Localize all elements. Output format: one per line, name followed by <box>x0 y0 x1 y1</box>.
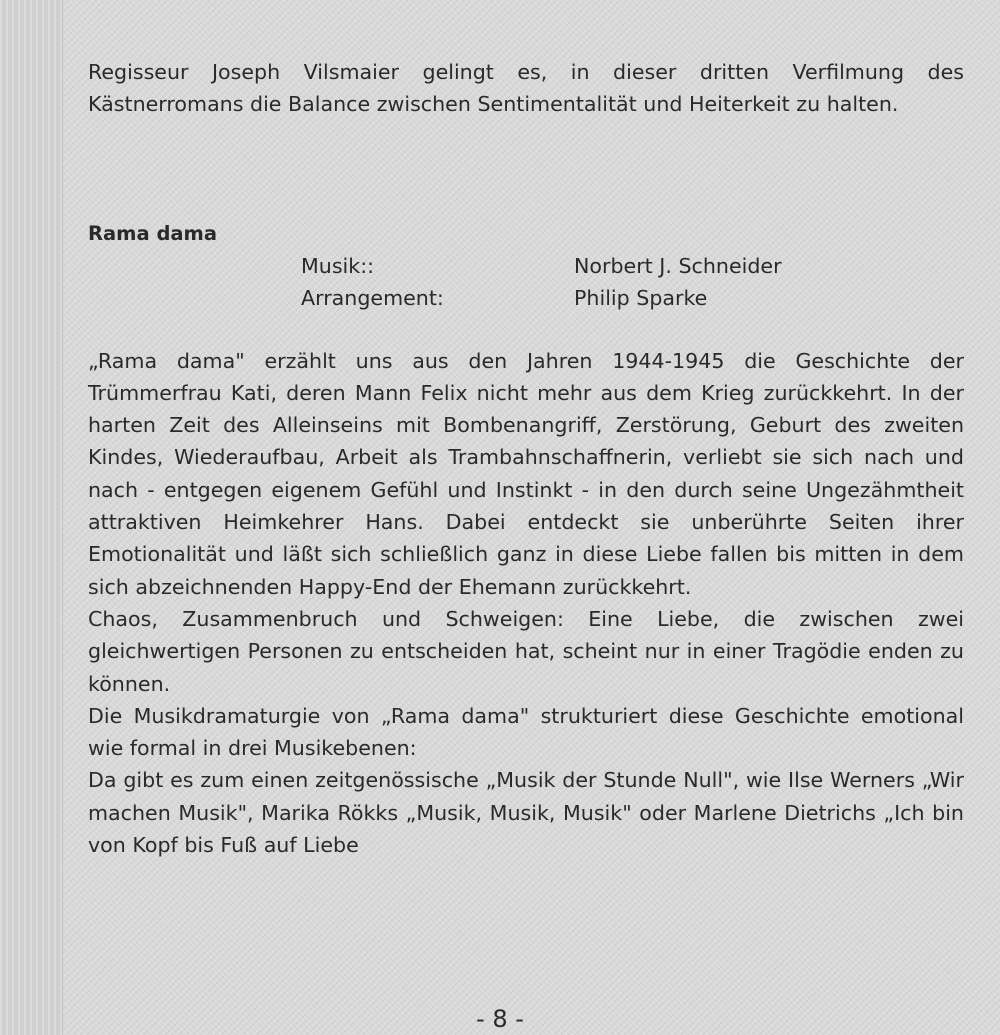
credit-role: Musik:: <box>301 253 375 278</box>
credit-row-arrangement <box>301 282 964 315</box>
section-title: Rama dama <box>88 221 218 245</box>
binding-margin <box>0 0 63 1035</box>
paragraph-chaos: Chaos, Zusammenbruch und Schweigen: Eine Liebe, die zwischen zwei gleichwertigen Personen zu entscheiden hat, scheint nur in einer Tragödie enden zu können. <box>88 606 964 696</box>
page-content <box>88 56 964 861</box>
body-text <box>88 345 964 862</box>
paragraph-dramaturgy: Die Musikdramaturgie von „Rama dama" strukturiert diese Geschichte emotional wie formal in drei Musikebenen: <box>88 703 964 761</box>
credit-name: Norbert J. Schneider <box>574 253 782 278</box>
paragraph-music-levels: Da gibt es zum einen zeitgenössische „Musik der Stunde Null", wie Ilse Werners „Wir machen Musik", Marika Rökks „Musik, Musik, Musik" oder Marlene Dietrichs „Ich bin von Kopf bis Fuß auf Liebe <box>88 768 964 858</box>
credits-block <box>301 250 964 315</box>
credit-name: Philip Sparke <box>574 286 708 311</box>
intro-paragraph: Regisseur Joseph Vilsmaier gelingt es, in dieser dritten Verfilmung des Kästnerromans die Balance zwischen Sentimentalität und Heiterkeit zu halten. <box>88 60 964 117</box>
credit-row-music <box>301 250 964 283</box>
credit-role: Arrangement: <box>301 286 444 311</box>
paragraph-story: „Rama dama" erzählt uns aus den Jahren 1944-1945 die Geschichte der Trümmerfrau Kati, deren Mann Felix nicht mehr aus dem Krieg zurückkehrt. In der harten Zeit des Alleinseins mit Bombenangriff, Zerstörung, Geburt des zweiten Kindes, Wiederaufbau, Arbeit als Trambahnschaffnerin, verliebt sie sich nach und nach - entgegen eigenem Gefühl und Instinkt - in den durch seine Ungezähmtheit attraktiven Heimkehrer Hans. Dabei entdeckt sie unberührte Seiten ihrer Emotionalität und läßt sich schließlich ganz in diese Liebe fallen bis mitten in dem sich abzeichnenden Happy-End der Ehemann zurückkehrt. <box>88 348 964 599</box>
page-number: - 8 - <box>476 1005 524 1033</box>
